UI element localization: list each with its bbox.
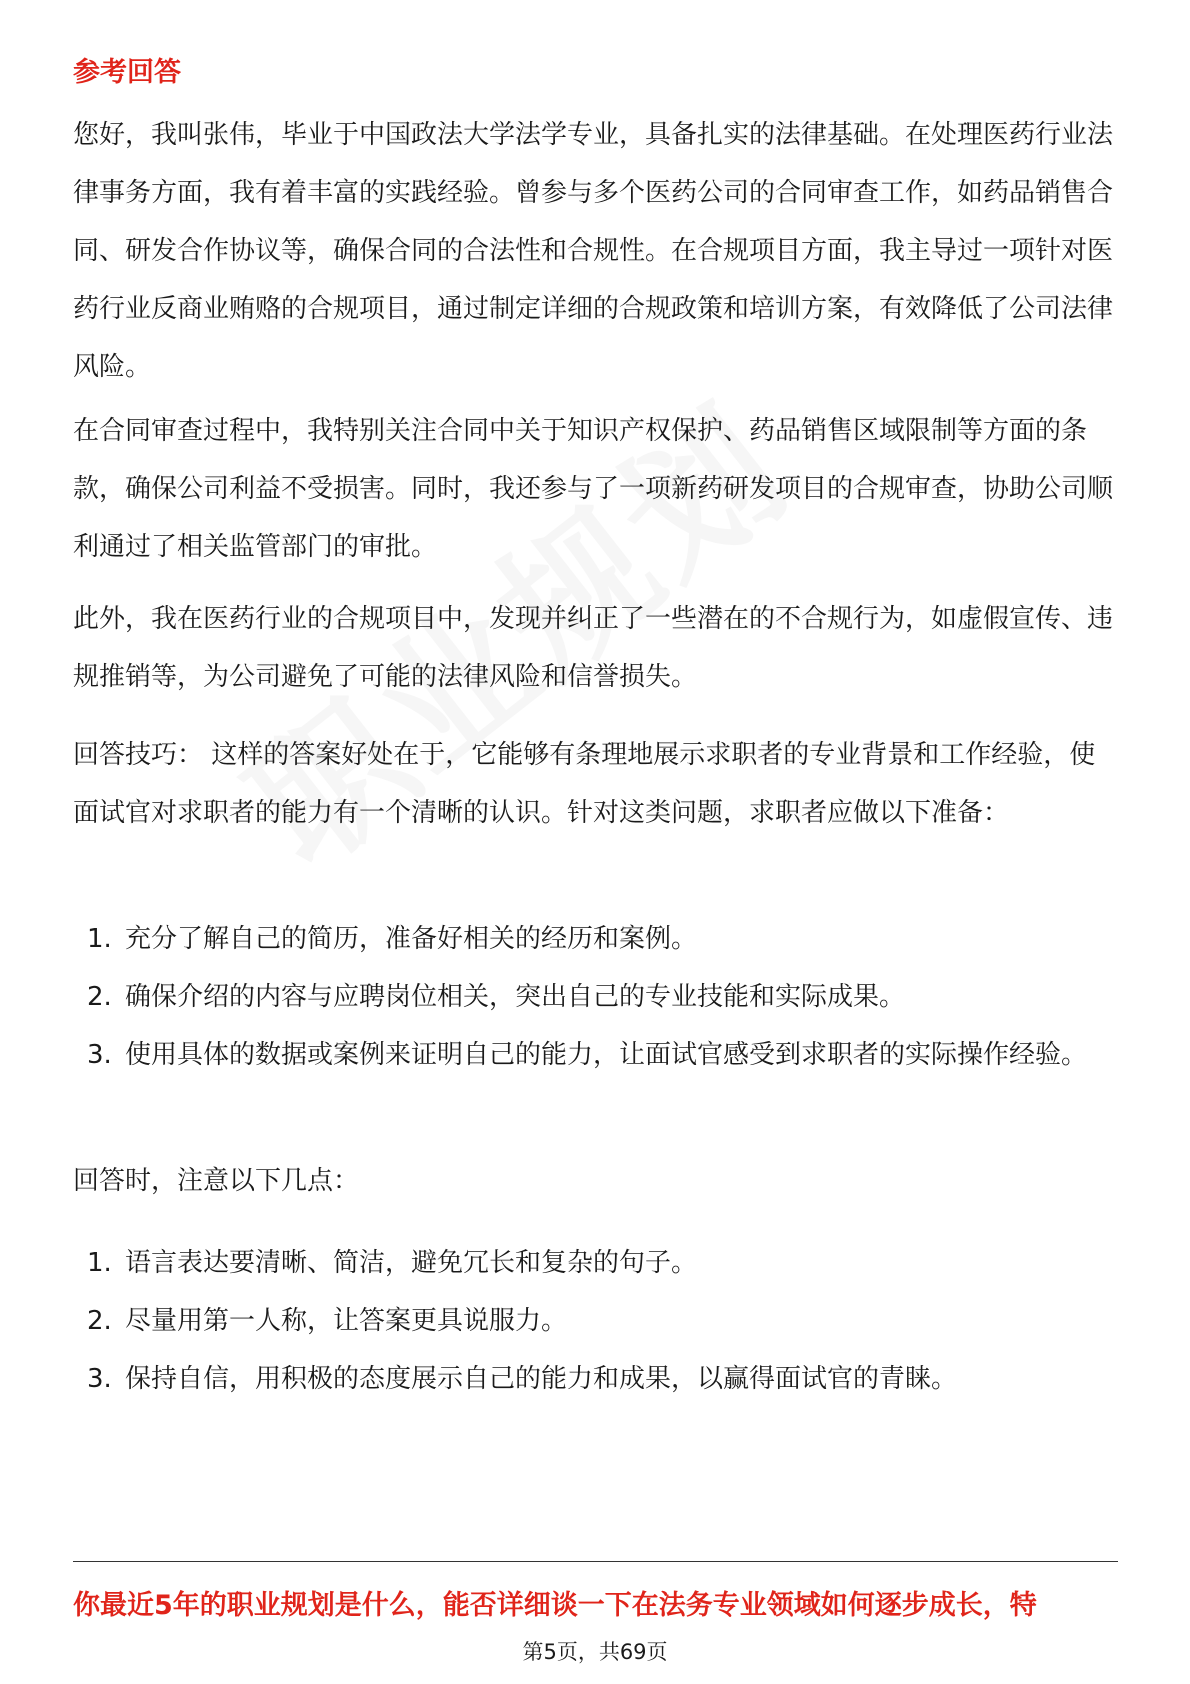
list-item: 1. 语言表达要清晰、简洁，避免冗长和复杂的句子。 (87, 1248, 698, 1278)
page-number: 第5页，共69页 (522, 1640, 668, 1664)
answer-paragraph-1: 您好，我叫张伟，毕业于中国政法大学法学专业，具备扎实的法律基础。在处理医药行业法律事务方面，我有着丰富的实践经验。曾参与多个医药公司的合同审查工作，如药品销售合同、研发合作协议等，确保合同的合法性和合规性。在合规项目方面，我主导过一项针对医药行业反商业贿赂的合规项目，通过制定详细的合规政策和培训方案，有效降低了公司法律风险。 (73, 120, 1114, 382)
notes-intro: 回答时，注意以下几点： (73, 1166, 360, 1196)
tips-paragraph: 回答技巧： 这样的答案好处在于，它能够有条理地展示求职者的专业背景和工作经验，使面试官对求职者的能力有一个清晰的认识。针对这类问题，求职者应做以下准备： (73, 740, 1096, 828)
list-item: 2. 尽量用第一人称，让答案更具说服力。 (87, 1306, 568, 1336)
list-item: 1. 充分了解自己的简历，准备好相关的经历和案例。 (87, 924, 698, 954)
answer-paragraph-3: 此外，我在医药行业的合规项目中，发现并纠正了一些潜在的不合规行为，如虚假宣传、违规推销等，为公司避免了可能的法律风险和信誉损失。 (73, 604, 1114, 692)
answer-paragraph-2: 在合同审查过程中，我特别关注合同中关于知识产权保护、药品销售区域限制等方面的条款，确保公司利益不受损害。同时，我还参与了一项新药研发项目的合规审查，协助公司顺利通过了相关监管部门的审批。 (73, 416, 1114, 562)
divider (73, 1561, 1118, 1562)
next-question: 你最近5年的职业规划是什么，能否详细谈一下在法务专业领域如何逐步成长，特 (73, 1590, 1037, 1621)
notes-list (73, 1234, 1118, 1408)
preparation-list (73, 910, 1118, 1084)
list-item: 3. 保持自信，用积极的态度展示自己的能力和成果，以赢得面试官的青睐。 (87, 1364, 958, 1394)
section-heading: 参考回答 (73, 57, 181, 88)
list-item: 2. 确保介绍的内容与应聘岗位相关，突出自己的专业技能和实际成果。 (87, 982, 906, 1012)
list-item: 3. 使用具体的数据或案例来证明自己的能力，让面试官感受到求职者的实际操作经验。 (87, 1040, 1088, 1070)
